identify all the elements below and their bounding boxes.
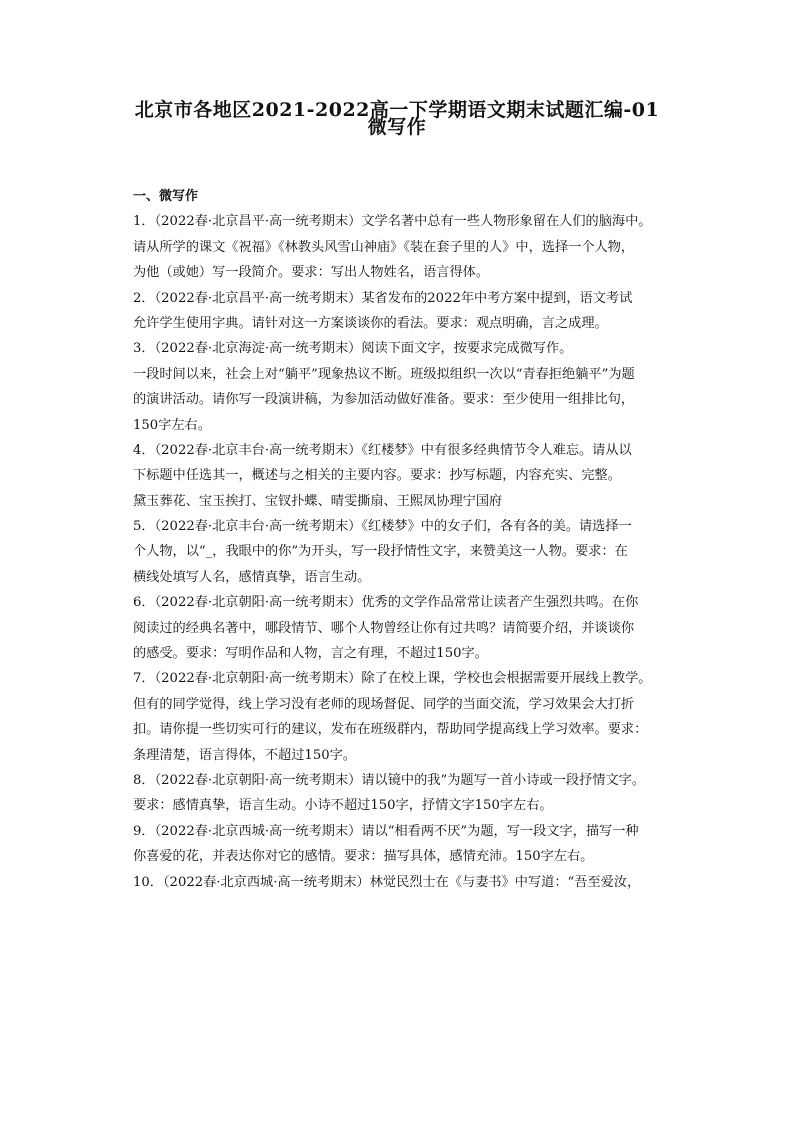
text-line: 的感受。要求：写明作品和人物，言之有理，不超过150字。 [133,646,488,662]
text-line: 7．（2022春·北京朝阳·高一统考期末）除了在校上课，学校也会根据需要开展线上教学。 [133,671,652,687]
text-line: 的演讲活动。请你写一段演讲稿，为参加活动做好准备。要求：至少使用一组排比句， [133,392,635,408]
text-line: 个人物，以“_，我眼中的你”为开头，写一段抒情性文字，来赞美这一人物。要求：在 [133,544,628,560]
document-title: 北京市各地区2021-2022高一下学期语文期末试题汇编-01 [134,99,660,121]
text-line: 黛玉葬花、宝玉挨打、宝钗扑蝶、晴雯撕扇、王熙凤协理宁国府 [133,493,503,509]
text-line: 一段时间以来，社会上对“躺平”现象热议不断。班级拟组织一次以“青春拒绝躺平”为题 [133,366,635,382]
text-line: 请从所学的课文《祝福》《林教头风雪山神庙》《装在套子里的人》中，选择一个人物， [133,239,635,255]
text-line: 3．（2022春·北京海淀·高一统考期末）阅读下面文字，按要求完成微写作。 [133,341,573,357]
text-line: 条理清楚，语言得体，不超过150字。 [133,747,356,763]
text-line: 要求：感情真挚，语言生动。小诗不超过150字，抒情文字150字左右。 [133,798,553,814]
text-line: 1．（2022春·北京昌平·高一统考期末）文学名著中总有一些人物形象留在人们的脑海中。 [133,214,652,230]
text-line: 允许学生使用字典。请针对这一方案谈谈你的看法。要求：观点明确，言之成理。 [133,315,608,331]
text-line: 阅读过的经典名著中，哪段情节、哪个人物曾经让你有过共鸣？请简要介绍，并谈谈你 [133,620,635,636]
text-line: 9．（2022春·北京西城·高一统考期末）请以“相看两不厌”为题，写一段文字，描写一种 [133,823,639,839]
document-body [133,184,663,895]
text-line: 扣。请你提一些切实可行的建议，发布在班级群内，帮助同学提高线上学习效率。要求： [133,722,648,738]
text-line: 你喜爱的花，并表达你对它的感情。要求：描写具体，感情充沛。150字左右。 [133,849,594,865]
text-line: 150字左右。 [133,417,211,433]
text-line: 但有的同学觉得，线上学习没有老师的现场督促、同学的当面交流，学习效果会大打折 [133,696,635,712]
text-line: 4．（2022春·北京丰台·高一统考期末）《红楼梦》中有很多经典情节令人难忘。请从以 [133,442,632,458]
text-line: 2．（2022春·北京昌平·高一统考期末）某省发布的2022年中考方案中提到，语文考试 [133,290,633,306]
text-line: 5．（2022春·北京丰台·高一统考期末）《红楼梦》中的女子们，各有各的美。请选择一 [133,519,632,535]
text-line: 横线处填写人名，感情真挚，语言生动。 [133,569,371,585]
text-line: 下标题中任选其一，概述与之相关的主要内容。要求：抄写标题，内容充实、完整。 [133,468,621,484]
text-line: 为他（或她）写一段简介。要求：写出人物姓名，语言得体。 [133,265,490,281]
text-line: 10．（2022春·北京西城·高一统考期末）林觉民烈士在《与妻书》中写道：“吾至爱汝， [133,874,641,890]
document-subtitle: 微写作 [367,116,427,138]
text-line: 8．（2022春·北京朝阳·高一统考期末）请以镜中的我”为题写一首小诗或一段抒情文字。 [133,772,646,788]
section-heading: 一、微写作 [133,189,199,204]
text-line: 6．（2022春·北京朝阳·高一统考期末）优秀的文学作品常常让读者产生强烈共鸣。在你 [133,595,639,611]
